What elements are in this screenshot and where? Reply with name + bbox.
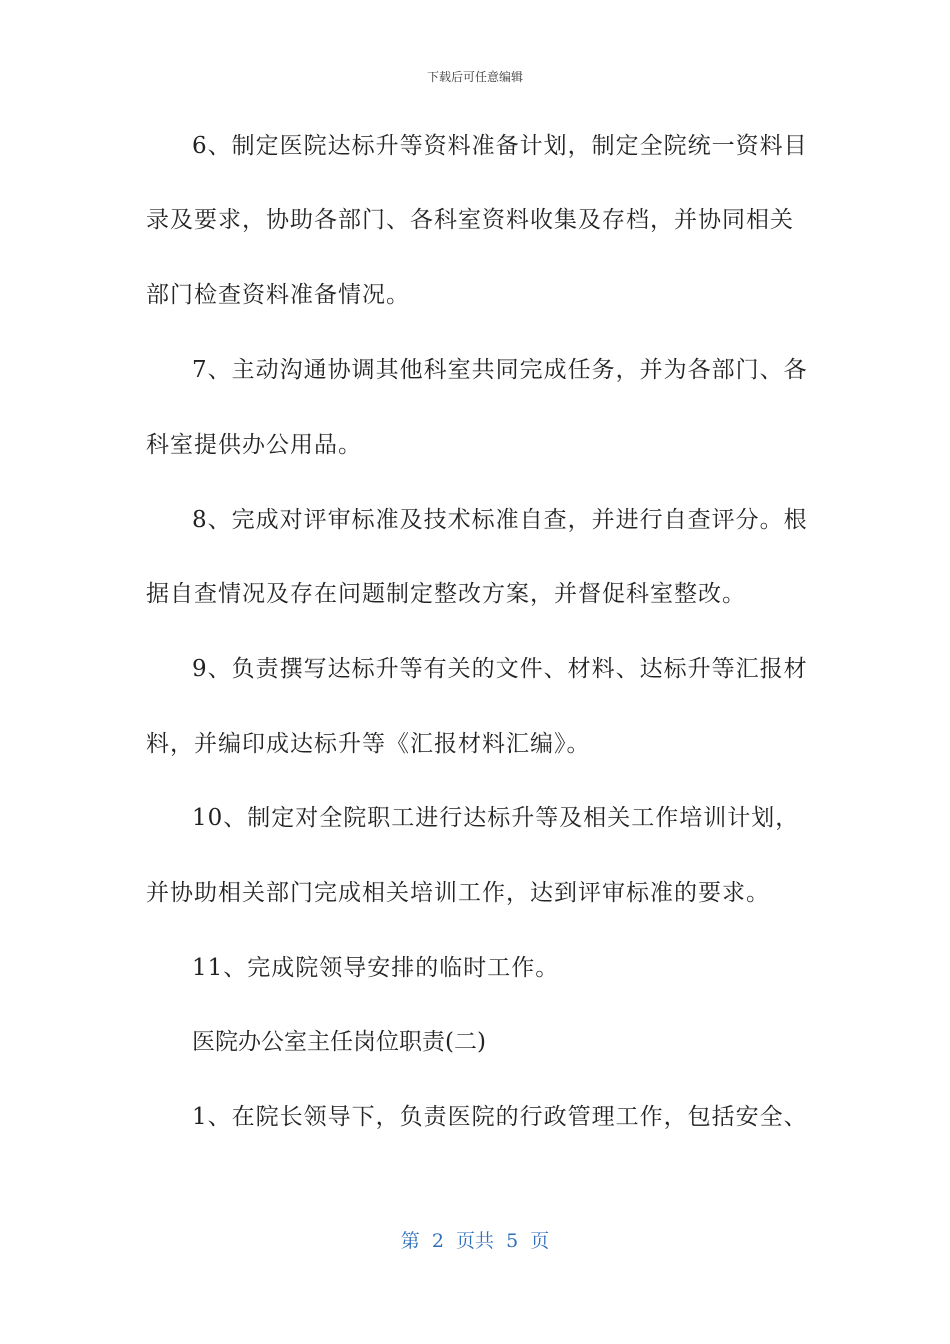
paragraph-line: 料，并编印成达标升等《汇报材料汇编》。 [146,731,591,757]
section-heading: 医院办公室主任岗位职责(二) [192,1029,486,1055]
paragraph-line: 6、制定医院达标升等资料准备计划，制定全院统一资料目 [192,133,808,159]
paragraph-line: 10、制定对全院职工进行达标升等及相关工作培训计划， [192,805,800,831]
paragraph-line: 1、在院长领导下，负责医院的行政管理工作，包括安全、 [192,1104,808,1130]
paragraph-line: 部门检查资料准备情况。 [146,282,410,308]
paragraph-line: 录及要求，协助各部门、各科室资料收集及存档，并协同相关 [146,207,794,233]
paragraph-line: 8、完成对评审标准及技术标准自查，并进行自查评分。根 [192,507,808,533]
paragraph-line: 7、主动沟通协调其他科室共同完成任务，并为各部门、各 [192,357,808,383]
paragraph-line: 并协助相关部门完成相关培训工作，达到评审标准的要求。 [146,880,770,906]
paragraph-line: 9、负责撰写达标升等有关的文件、材料、达标升等汇报材 [192,656,808,682]
paragraph-line: 据自查情况及存在问题制定整改方案，并督促科室整改。 [146,581,746,607]
page-number: 第 2 页共 5 页 [400,1230,550,1252]
paragraph-line: 科室提供办公用品。 [146,432,362,458]
paragraph-line: 11、完成院领导安排的临时工作。 [192,955,560,981]
download-note: 下载后可任意编辑 [426,70,523,84]
